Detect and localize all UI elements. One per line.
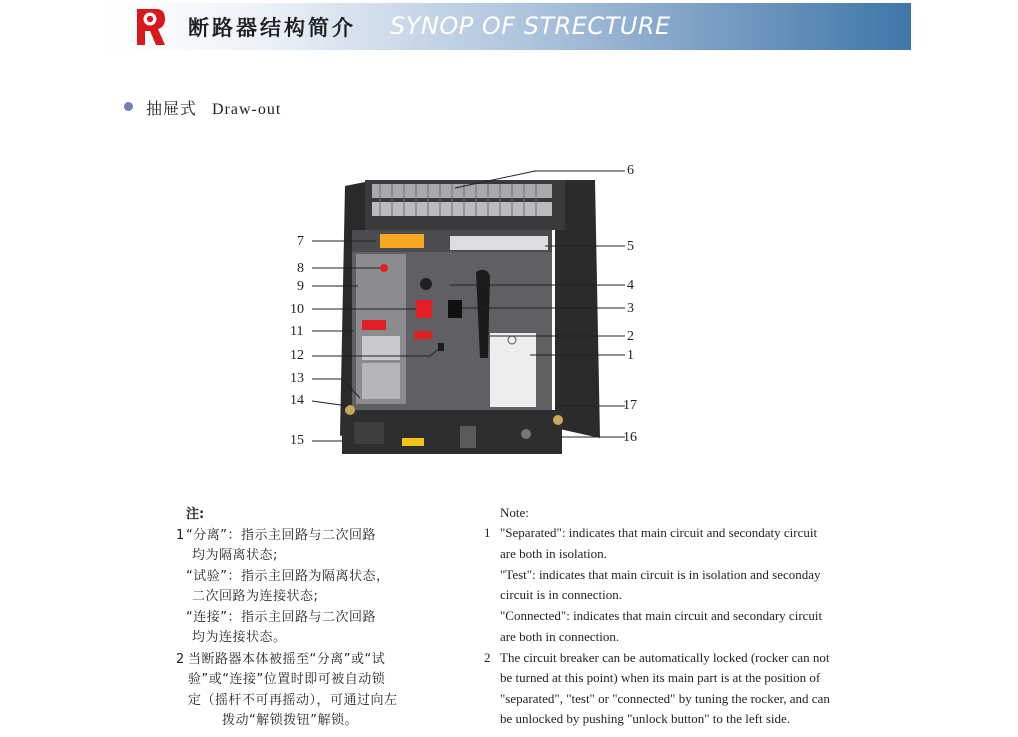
red-r-logo-icon bbox=[136, 8, 166, 46]
notes-cn-heading: 注: bbox=[186, 507, 205, 522]
note-cn-1-line: 均为隔离状态; bbox=[192, 548, 278, 563]
note-en-1-line: are both in connection. bbox=[500, 629, 620, 644]
note-cn-1-line: “连接”：指示主回路与二次回路 bbox=[186, 610, 376, 625]
bullet-icon bbox=[124, 102, 133, 111]
note-en-1-line: "Connected": indicates that main circuit and secondary circuit bbox=[500, 608, 823, 623]
note-en-1-number: 1 bbox=[484, 525, 491, 540]
circuit-breaker-photo bbox=[290, 158, 650, 458]
note-cn-2-number: 2 bbox=[176, 652, 185, 667]
note-cn-2-line: 验”或“连接”位置时即可被自动锁 bbox=[188, 672, 386, 687]
callout-7: 7 bbox=[297, 234, 304, 249]
note-cn-1-line: 均为连接状态。 bbox=[192, 630, 287, 645]
note-en-1-line: "Separated": indicates that main circuit and secondaty circuit bbox=[500, 525, 818, 540]
callout-15: 15 bbox=[290, 433, 304, 448]
note-en-2-line: be unlocked by pushing "unlock button" to the left side. bbox=[500, 711, 791, 726]
callout-3: 3 bbox=[627, 301, 634, 316]
page-title-en: SYNOP OF STRECTURE bbox=[390, 12, 671, 40]
note-cn-1-line: “分离”：指示主回路与二次回路 bbox=[186, 528, 376, 543]
note-en-2-number: 2 bbox=[484, 650, 491, 665]
note-en-2-line: be turned at this point) when its main part is at the position of bbox=[500, 670, 821, 685]
callout-17: 17 bbox=[623, 398, 637, 413]
note-cn-1-number: 1 bbox=[176, 528, 185, 543]
callout-16: 16 bbox=[623, 430, 637, 445]
callout-1: 1 bbox=[627, 348, 634, 363]
callout-4: 4 bbox=[627, 278, 634, 293]
callout-13: 13 bbox=[290, 371, 304, 386]
callout-9: 9 bbox=[297, 279, 304, 294]
page-title-cn: 断路器结构简介 bbox=[188, 16, 356, 40]
note-en-1-line: are both in isolation. bbox=[500, 546, 607, 561]
notes-en-heading: Note: bbox=[500, 505, 529, 520]
callout-11: 11 bbox=[290, 324, 304, 339]
callout-2: 2 bbox=[627, 329, 634, 344]
note-en-2-line: The circuit breaker can be automatically locked (rocker can not bbox=[500, 650, 830, 665]
note-en-2-line: "separated", "test" or "connected" by tuning the rocker, and can bbox=[500, 691, 830, 706]
callout-8: 8 bbox=[297, 261, 304, 276]
note-cn-1-line: “试验”：指示主回路为隔离状态， bbox=[186, 569, 390, 584]
note-cn-2-line: 定（摇杆不可再摇动），可通过向左 bbox=[188, 693, 398, 708]
callout-12: 12 bbox=[290, 348, 304, 363]
callout-5: 5 bbox=[627, 239, 634, 254]
note-en-1-line: "Test": indicates that main circuit is in isolation and seconday bbox=[500, 567, 821, 582]
note-cn-1-line: 二次回路为连接状态; bbox=[192, 589, 319, 604]
callout-14: 14 bbox=[290, 393, 304, 408]
callout-10: 10 bbox=[290, 302, 304, 317]
note-cn-2-line: 当断路器本体被摇至“分离”或“试 bbox=[188, 652, 386, 667]
note-cn-2-line: 拨动“解锁拨钮”解锁。 bbox=[222, 713, 358, 728]
section-label: 抽屉式 Draw-out bbox=[146, 101, 282, 118]
callout-6: 6 bbox=[627, 163, 634, 178]
note-en-1-line: circuit is in connection. bbox=[500, 587, 623, 602]
